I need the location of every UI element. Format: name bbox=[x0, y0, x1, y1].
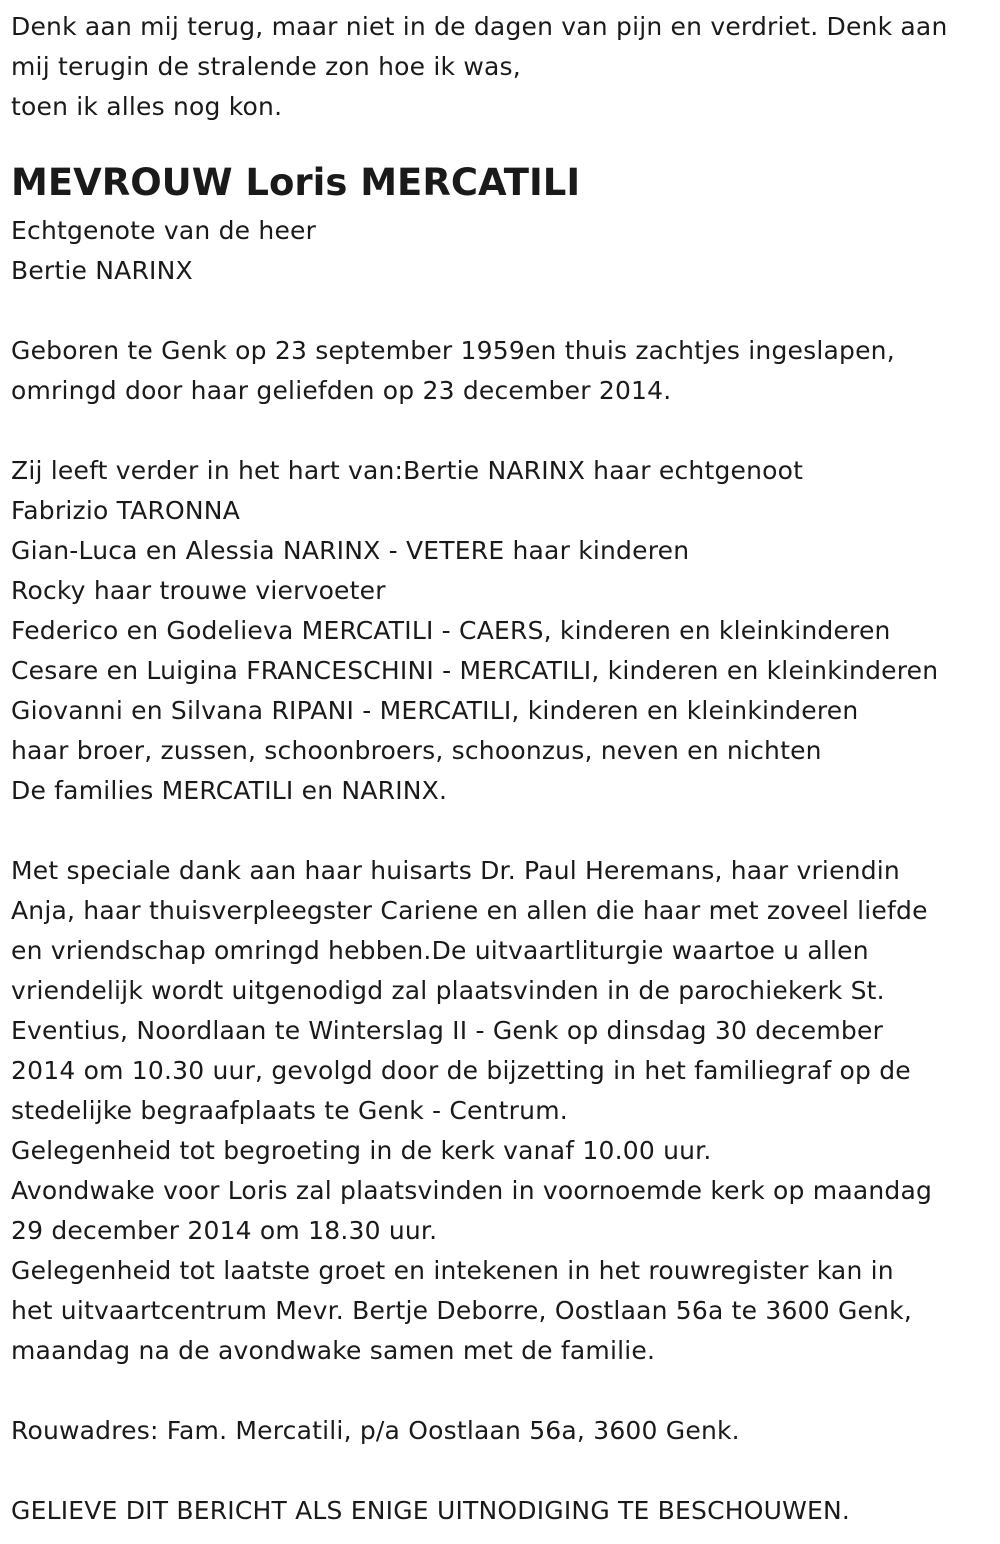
survivor-line: Rocky haar trouwe viervoeter bbox=[11, 576, 386, 605]
ceremony-line: 29 december 2014 om 18.30 uur. bbox=[11, 1216, 438, 1245]
quote-line: Denk aan mij terug, maar niet in de dagen van pijn en verdriet. Denk aan bbox=[11, 12, 948, 41]
ceremony-line: Met speciale dank aan haar huisarts Dr. Paul Heremans, haar vriendin bbox=[11, 856, 900, 885]
ceremony-line: Avondwake voor Loris zal plaatsvinden in voornoemde kerk op maandag bbox=[11, 1176, 933, 1205]
birth-death-line: omringd door haar geliefden op 23 december 2014. bbox=[11, 376, 672, 405]
quote-line: mij terugin de stralende zon hoe ik was, bbox=[11, 52, 521, 81]
survivor-line: Fabrizio TARONNA bbox=[11, 496, 240, 525]
ceremony-line: het uitvaartcentrum Mevr. Bertje Deborre, Oostlaan 56a te 3600 Genk, bbox=[11, 1296, 913, 1325]
spouse-name: Bertie NARINX bbox=[11, 256, 193, 285]
ceremony-line: vriendelijk wordt uitgenodigd zal plaatsvinden in de parochiekerk St. bbox=[11, 976, 885, 1005]
survivors-block bbox=[11, 451, 990, 811]
survivor-line: Giovanni en Silvana RIPANI - MERCATILI, kinderen en kleinkinderen bbox=[11, 696, 859, 725]
ceremony-line: Anja, haar thuisverpleegster Cariene en allen die haar met zoveel liefde bbox=[11, 896, 928, 925]
spouse-intro: Echtgenote van de heer bbox=[11, 216, 317, 245]
mourning-address: Rouwadres: Fam. Mercatili, p/a Oostlaan 56a, 3600 Genk. bbox=[11, 1416, 740, 1445]
spacer bbox=[11, 1451, 990, 1491]
ceremony-line: 2014 om 10.30 uur, gevolgd door de bijzetting in het familiegraf op de bbox=[11, 1056, 911, 1085]
deceased-block bbox=[11, 157, 990, 291]
spacer bbox=[11, 291, 990, 331]
ceremony-line: Gelegenheid tot laatste groet en intekenen in het rouwregister kan in bbox=[11, 1256, 894, 1285]
birth-death-line: Geboren te Genk op 23 september 1959en thuis zachtjes ingeslapen, bbox=[11, 336, 895, 365]
survivor-line: Gian-Luca en Alessia NARINX - VETERE haar kinderen bbox=[11, 536, 690, 565]
survivor-line: haar broer, zussen, schoonbroers, schoonzus, neven en nichten bbox=[11, 736, 822, 765]
survivor-line: Zij leeft verder in het hart van:Bertie NARINX haar echtgenoot bbox=[11, 456, 804, 485]
spacer bbox=[11, 1371, 990, 1411]
survivor-line: De families MERCATILI en NARINX. bbox=[11, 776, 448, 805]
ceremony-line: en vriendschap omringd hebben.De uitvaartliturgie waartoe u allen bbox=[11, 936, 869, 965]
ceremony-line: stedelijke begraafplaats te Genk - Centrum. bbox=[11, 1096, 568, 1125]
survivor-line: Federico en Godelieva MERCATILI - CAERS, kinderen en kleinkinderen bbox=[11, 616, 891, 645]
ceremony-line: Eventius, Noordlaan te Winterslag II - Genk op dinsdag 30 december bbox=[11, 1016, 884, 1045]
spacer bbox=[11, 411, 990, 451]
survivor-line: Cesare en Luigina FRANCESCHINI - MERCATILI, kinderen en kleinkinderen bbox=[11, 656, 939, 685]
closing-notice: GELIEVE DIT BERICHT ALS ENIGE UITNODIGING TE BESCHOUWEN. bbox=[11, 1496, 851, 1525]
deceased-name: MEVROUW Loris MERCATILI bbox=[11, 161, 581, 204]
ceremony-line: maandag na de avondwake samen met de familie. bbox=[11, 1336, 656, 1365]
spacer bbox=[11, 811, 990, 851]
spacer bbox=[11, 127, 990, 157]
ceremony-line: Gelegenheid tot begroeting in de kerk vanaf 10.00 uur. bbox=[11, 1136, 712, 1165]
ceremony-block bbox=[11, 851, 990, 1371]
quote-line: toen ik alles nog kon. bbox=[11, 92, 283, 121]
birth-death-block bbox=[11, 331, 990, 411]
quote-block bbox=[11, 7, 990, 127]
